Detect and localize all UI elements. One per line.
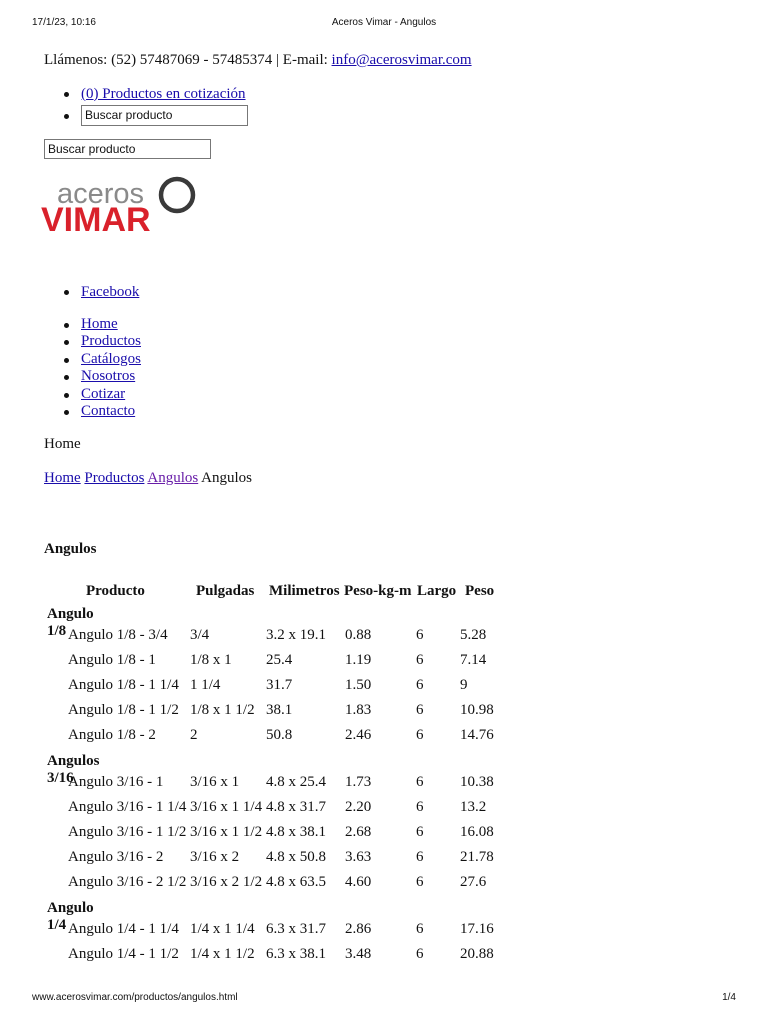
- secondary-search-input[interactable]: Buscar producto: [44, 139, 211, 159]
- social-item-facebook: [44, 283, 139, 301]
- home-label: Home: [44, 436, 81, 452]
- cell-milimetros: 6.3 x 38.1: [266, 946, 326, 962]
- nav-item-contacto: [44, 403, 141, 420]
- quote-cart-link[interactable]: (0) Productos en cotización: [81, 86, 246, 102]
- nav-link-cotizar[interactable]: Cotizar: [81, 385, 126, 402]
- cell-largo: 6: [416, 824, 424, 840]
- breadcrumb: [44, 470, 252, 487]
- cell-peso: 17.16: [460, 921, 494, 937]
- print-page-number: 1/4: [722, 992, 736, 1003]
- header-milimetros: Milimetros: [269, 583, 340, 599]
- cell-peso: 27.6: [460, 874, 487, 890]
- header-peso: Peso: [465, 583, 495, 599]
- cell-producto: Angulo 1/8 - 2: [68, 727, 156, 743]
- cell-peso-kg-m: 1.19: [345, 652, 372, 668]
- cell-peso-kg-m: 3.63: [345, 849, 372, 865]
- cell-producto: Angulo 3/16 - 1: [68, 774, 164, 790]
- search-input[interactable]: Buscar producto: [81, 105, 248, 126]
- nav-item-home: [44, 316, 141, 333]
- contact-bar: [44, 52, 472, 69]
- nav-item-nosotros: [44, 368, 141, 385]
- header-largo: Largo: [417, 583, 457, 599]
- social-links: [44, 283, 139, 301]
- cell-peso: 10.38: [460, 774, 494, 790]
- print-url: www.acerosvimar.com/productos/angulos.html: [32, 992, 238, 1003]
- cell-producto: Angulo 1/8 - 3/4: [68, 627, 168, 643]
- cell-peso: 13.2: [460, 799, 487, 815]
- print-datetime: 17/1/23, 10:16: [32, 17, 96, 28]
- search-list-item: [44, 105, 248, 127]
- cell-producto: Angulo 1/4 - 1 1/2: [68, 946, 179, 962]
- logo-text-vimar: VIMAR: [41, 201, 151, 235]
- group-label: Angulo 1/4: [47, 900, 94, 933]
- breadcrumb-current: Angulos: [201, 470, 252, 486]
- nav-link-catalogos[interactable]: Catálogos: [81, 350, 141, 367]
- email-link[interactable]: info@acerosvimar.com: [331, 52, 472, 68]
- cell-pulgadas: 2: [190, 727, 198, 743]
- cell-pulgadas: 3/16 x 1: [190, 774, 240, 790]
- nav-link-contacto[interactable]: Contacto: [81, 402, 136, 419]
- cell-peso: 5.28: [460, 627, 487, 643]
- group-label: Angulos 3/16: [47, 753, 100, 786]
- nav-item-catalogos: [44, 351, 141, 368]
- cell-largo: 6: [416, 799, 424, 815]
- cell-producto: Angulo 3/16 - 2 1/2: [68, 874, 187, 890]
- breadcrumb-productos[interactable]: Productos: [84, 470, 145, 486]
- nav-link-home[interactable]: Home: [81, 316, 118, 332]
- cell-milimetros: 38.1: [266, 702, 293, 718]
- cell-largo: 6: [416, 727, 424, 743]
- nav-link-productos[interactable]: Productos: [81, 333, 141, 350]
- cell-peso: 9: [460, 677, 468, 693]
- cell-peso: 7.14: [460, 652, 487, 668]
- cell-milimetros: 25.4: [266, 652, 293, 668]
- breadcrumb-angulos[interactable]: Angulos: [147, 470, 199, 486]
- cell-producto: Angulo 1/8 - 1 1/4: [68, 677, 179, 693]
- cell-milimetros: 4.8 x 25.4: [266, 774, 326, 790]
- cell-milimetros: 4.8 x 63.5: [266, 874, 326, 890]
- cell-peso-kg-m: 2.20: [345, 799, 372, 815]
- breadcrumb-home[interactable]: Home: [44, 470, 81, 486]
- cell-pulgadas: 3/16 x 2 1/2: [190, 874, 263, 890]
- cell-pulgadas: 1/4 x 1 1/4: [190, 921, 255, 937]
- header-peso-kg-m: Peso-kg-m: [344, 583, 412, 599]
- cell-peso-kg-m: 3.48: [345, 946, 372, 962]
- section-title: Angulos: [44, 541, 97, 557]
- cell-milimetros: 6.3 x 31.7: [266, 921, 326, 937]
- cell-peso-kg-m: 2.68: [345, 824, 372, 840]
- cell-pulgadas: 1/8 x 1: [190, 652, 232, 668]
- cell-producto: Angulo 3/16 - 2: [68, 849, 164, 865]
- cell-peso-kg-m: 1.50: [345, 677, 372, 693]
- cell-largo: 6: [416, 921, 424, 937]
- cell-pulgadas: 3/16 x 1 1/4: [190, 799, 263, 815]
- facebook-link[interactable]: Facebook: [81, 284, 140, 300]
- cell-peso-kg-m: 0.88: [345, 627, 372, 643]
- cell-producto: Angulo 1/8 - 1 1/2: [68, 702, 179, 718]
- logo-ring-icon: [161, 179, 193, 211]
- cell-producto: Angulo 1/8 - 1: [68, 652, 156, 668]
- cell-milimetros: 31.7: [266, 677, 293, 693]
- cell-producto: Angulo 1/4 - 1 1/4: [68, 921, 179, 937]
- cell-milimetros: 4.8 x 31.7: [266, 799, 326, 815]
- logo-graphic: [41, 173, 201, 235]
- aceros-vimar-logo[interactable]: [41, 173, 201, 235]
- logo-text-aceros: aceros: [57, 178, 145, 210]
- cell-pulgadas: 1/4 x 1 1/2: [190, 946, 255, 962]
- cell-milimetros: 4.8 x 50.8: [266, 849, 326, 865]
- cell-largo: 6: [416, 627, 424, 643]
- top-utility-list: [44, 85, 248, 127]
- cell-peso-kg-m: 2.86: [345, 921, 372, 937]
- cell-pulgadas: 3/4: [190, 627, 210, 643]
- cell-largo: 6: [416, 677, 424, 693]
- cell-peso-kg-m: 4.60: [345, 874, 372, 890]
- cell-producto: Angulo 3/16 - 1 1/4: [68, 799, 187, 815]
- cell-largo: 6: [416, 874, 424, 890]
- nav-item-productos: [44, 333, 141, 350]
- cell-peso: 14.76: [460, 727, 494, 743]
- cell-milimetros: 50.8: [266, 727, 293, 743]
- main-nav: [44, 316, 141, 420]
- group-label: Angulo 1/8: [47, 606, 94, 639]
- cell-largo: 6: [416, 652, 424, 668]
- cell-peso-kg-m: 2.46: [345, 727, 372, 743]
- cell-milimetros: 3.2 x 19.1: [266, 627, 326, 643]
- cell-pulgadas: 3/16 x 1 1/2: [190, 824, 263, 840]
- cell-peso: 10.98: [460, 702, 494, 718]
- nav-item-cotizar: [44, 386, 141, 403]
- cell-producto: Angulo 3/16 - 1 1/2: [68, 824, 187, 840]
- print-page-title: Aceros Vimar - Angulos: [331, 17, 437, 28]
- cell-largo: 6: [416, 774, 424, 790]
- cell-pulgadas: 1 1/4: [190, 677, 221, 693]
- cell-peso: 16.08: [460, 824, 494, 840]
- header-producto: Producto: [86, 583, 145, 599]
- cell-largo: 6: [416, 946, 424, 962]
- cell-peso: 20.88: [460, 946, 494, 962]
- contact-phones: Llámenos: (52) 57487069 - 57485374 | E-mail:: [44, 52, 332, 68]
- cell-milimetros: 4.8 x 38.1: [266, 824, 326, 840]
- cell-pulgadas: 1/8 x 1 1/2: [190, 702, 255, 718]
- cell-largo: 6: [416, 849, 424, 865]
- quote-list-item: [44, 85, 248, 103]
- nav-link-nosotros[interactable]: Nosotros: [81, 368, 136, 385]
- cell-peso: 21.78: [460, 849, 494, 865]
- cell-largo: 6: [416, 702, 424, 718]
- cell-peso-kg-m: 1.73: [345, 774, 372, 790]
- cell-peso-kg-m: 1.83: [345, 702, 372, 718]
- cell-pulgadas: 3/16 x 2: [190, 849, 240, 865]
- header-pulgadas: Pulgadas: [196, 583, 255, 599]
